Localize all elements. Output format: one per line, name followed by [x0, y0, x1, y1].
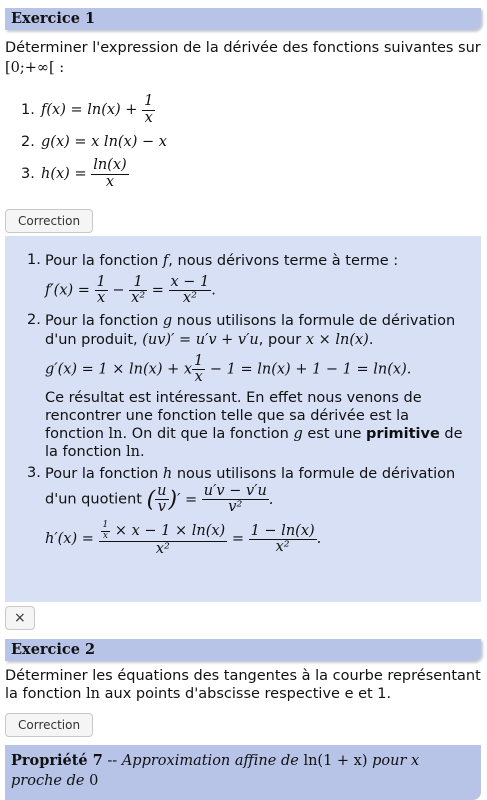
exercise-1-intro [5, 38, 481, 78]
derivative-g-equation: g′(x) = 1 × ln(x) + x $\frac{1}{x}$ − 1 = ln(x) + 1 − 1 = ln(x). [45, 353, 412, 386]
exercise-1-header [5, 8, 481, 30]
exercise-2-header [5, 639, 481, 661]
solution-item-3: 3. Pour la fonction h nous utilisons la formule de dérivation d'un quotient ( $\frac{u}{v}$ )′ = $\frac{u'v - v'u}{\text{v²}}$ . h′(x) = $\frac{1}{x}$ × x − 1 × ln(x) x² = $\frac{1 - \ln(x)}{\text{x²}}$ . [27, 465, 467, 558]
property-7-box: Propriété 7 -- Approximation affine de ln(1 + x) pour x proche de 0 [5, 745, 481, 800]
exercise-1-domain: [0;+∞[ : [5, 60, 65, 76]
fraction: $\frac{1}{x}$ [144, 93, 154, 126]
property-label: Propriété 7 [11, 752, 103, 769]
primitive-remark: Ce résultat est intéressant. En effet nous venons de rencontrer une fonction telle que sa dérivée est la fonction ln. On dit que la fonction g est une primitive de la fonction ln. [45, 390, 463, 461]
fraction: $\frac{\ln(x)}{x}$ [93, 157, 127, 190]
correction-button[interactable]: Correction [5, 209, 93, 233]
exercise-2-title: Exercice 2 [11, 641, 96, 658]
close-correction-button[interactable]: × [5, 606, 35, 630]
exercise-1-intro-text: Déterminer l'expression de la dérivée des fonctions suivantes sur [5, 40, 481, 56]
correction-button-2[interactable]: Correction [5, 713, 93, 737]
solution-item-2: 2. Pour la fonction g nous utilisons la formule de dérivation d'un produit, (uv)′ = u′v + v′u, pour x × ln(x). g′(x) = 1 × ln(x) + x $\frac{1}{x}$ − 1 = ln(x) + 1 − 1 = ln(x). Ce résultat est intéressant. En effet nous venons de rencontrer une fonction telle que sa dérivée est la fonction ln. On dit que la fonction g est une primitive de la fonction ln. [27, 312, 467, 461]
derivative-f-equation: f′(x) = $\frac{1}{x}$ − $\frac{1}{\text{x²}}$ = $\frac{x - 1}{\text{x²}}$ . [45, 274, 216, 307]
correction-panel [5, 236, 481, 602]
exercise-1-function-list: 1. f(x) = ln(x) + $\frac{1}{x}$ 2. g(x) = x ln(x) − x 3. h(x) = $\frac{\ln(x)}{x}$ [21, 93, 167, 190]
derivative-h-equation: h′(x) = $\frac{1}{x}$ × x − 1 × ln(x) x² = $\frac{1 - \ln(x)}{\text{x²}}$ . [45, 520, 322, 558]
exercise-1-title: Exercice 1 [11, 10, 96, 27]
solution-item-1: 1. Pour la fonction f, nous dérivons terme à terme : f′(x) = $\frac{1}{x}$ − $\frac{1}{\text{x²}}$ = $\frac{x - 1}{\text{x²}}$ . [27, 252, 467, 306]
exercise-2-statement: Déterminer les équations des tangentes à la courbe représentant la fonction ln aux points d'abscisse respective e et 1. [5, 668, 481, 702]
